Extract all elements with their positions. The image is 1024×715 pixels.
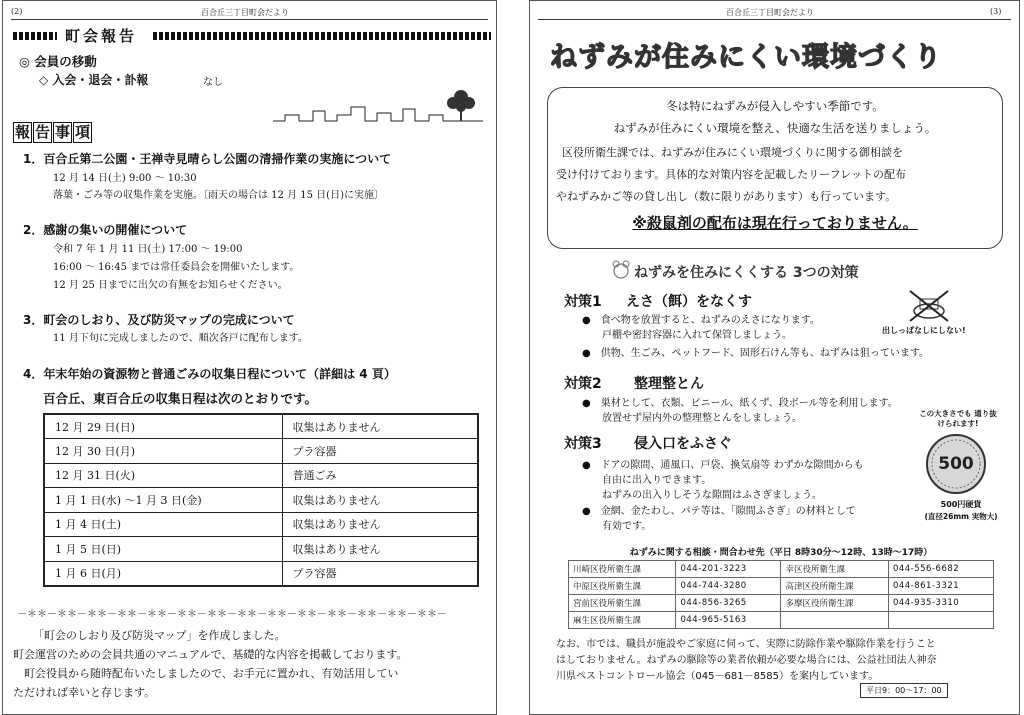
contact-office: 川崎区役所衛生課 (569, 560, 676, 577)
measure-bullet: 放置せず屋内外の整理整とんをしましょう。 (582, 413, 802, 424)
schedule-value: 普通ごみ (282, 463, 478, 488)
banner-bar-left (13, 32, 57, 40)
measure-title: えさ（餌）をなくす (626, 294, 752, 310)
schedule-row (44, 488, 478, 513)
banner-bar-right (153, 32, 491, 40)
measure-label: 対策1 (564, 294, 602, 310)
schedule-value: 収集はありません (282, 488, 478, 513)
footer-line: 川県ペストコントロール協会（045－681－8585）を案内しています。 (556, 671, 879, 682)
item-heading: 1．百合丘第二公園・王禅寺見晴らし公園の清掃作業の実施について (23, 152, 392, 166)
schedule-date: 12 月 30 日(月) (44, 439, 282, 464)
item-heading: 4．年末年始の資源物と普通ごみの収集日程について（詳細は 4 頁） (23, 367, 396, 381)
schedule-date: 1 月 6 日(月) (44, 561, 282, 586)
report-char: 報 (15, 123, 31, 141)
coin-caption-size: (直径26mm 実物大) (924, 512, 998, 521)
closing-line: 町会役員から随時配布いたしましたので、お手元に置かれ、有効活用してい (13, 667, 399, 680)
page-left (2, 0, 497, 715)
item-line: 落葉・ごみ等の収集作業を実施。〔雨天の場合は 12 月 15 日(日)に実施〕 (53, 190, 384, 201)
contact-office: 麻生区役所衛生課 (569, 611, 676, 628)
member-heading: ◎ 会員の移動 (19, 54, 97, 69)
contact-title: ねずみに関する相談・問合わせ先（平日 8時30分～12時、13時～17時） (629, 547, 933, 558)
no-food-label: 出しっぱなしにしない! (882, 326, 966, 335)
footer-line: なお、市では、職員が施設やご家庭に伺って、実際に防除作業や駆除作業を行うこと (556, 639, 936, 650)
measure-bullet: 戸棚や密封容器に入れて保管しましょう。 (582, 330, 792, 341)
contact-table (568, 543, 994, 629)
page-number: (3) (990, 7, 1002, 16)
measure-bullet: 自由に出入りできます。 (582, 475, 712, 486)
schedule-date: 1 月 4 日(土) (44, 512, 282, 537)
contact-office: 多摩区役所衛生課 (781, 594, 888, 611)
closing-line: 町会運営のための会員共通のマニュアルで、基礎的な内容を掲載しております。 (13, 648, 408, 661)
report-char: 項 (75, 123, 91, 141)
schedule-date: 1 月 5 日(日) (44, 537, 282, 562)
measure-bullet: ● 供物、生ごみ、ペットフード、固形石けん等も、ねずみは狙っています。 (582, 348, 930, 359)
contact-phone: 044-861-3321 (888, 577, 993, 594)
info-line: ねずみが住みにくい環境を整え、快適な生活を送りましょう。 (613, 121, 937, 135)
measure-title: 侵入口をふさぐ (634, 436, 732, 452)
info-box (547, 87, 1003, 249)
schedule-row (44, 414, 478, 439)
subtitle: ねずみを住みにくくする 3つの対策 (634, 265, 859, 281)
measure-bullet: ● 金網、金たわし、パテ等は、「隙間ふさぎ」の材料として (582, 506, 856, 517)
schedule-date: 12 月 29 日(日) (44, 414, 282, 439)
measure-bullet: ● 巣材として、衣類、ビニール、紙くず、段ボール等を利用します。 (582, 398, 898, 409)
coin-caption-top: この大きさでも 通り抜けられます! (919, 409, 997, 428)
info-line: やねずみかご等の貸し出し（数に限りがあります）も行っています。 (556, 190, 897, 203)
closing-line: 「町会のしおり及び防災マップ」を作成しました。 (33, 629, 286, 642)
closing-line: ただければ幸いと存じます。 (13, 686, 156, 699)
report-items-heading (13, 122, 93, 143)
schedule-row (44, 439, 478, 464)
schedule-value: 収集はありません (282, 512, 478, 537)
contact-phone: 044-856-3265 (676, 594, 781, 611)
footer-line: はしておりません。ねずみの駆除等の業者依頼が必要な場合には、公益社団法人神奈 (556, 655, 937, 666)
report-char: 告 (35, 123, 51, 141)
contact-row (569, 560, 994, 577)
measure-bullet: ● ドアの隙間、通風口、戸袋、換気扇等 わずかな隙間からも (582, 460, 864, 471)
contact-row (569, 577, 994, 594)
item-line: 12 月 25 日までに出欠の有無をお知らせください。 (53, 280, 288, 291)
schedule-value: 収集はありません (282, 537, 478, 562)
contact-office: 宮前区役所衛生課 (569, 594, 676, 611)
running-head: 百合丘三丁目町会だより (726, 8, 814, 17)
schedule-value: プラ容器 (282, 439, 478, 464)
header-rule (538, 19, 1011, 20)
info-notice: ※殺鼠剤の配布は現在行っておりません。 (632, 214, 918, 232)
info-line: 冬は特にねずみが侵入しやすい季節です。 (666, 99, 884, 113)
running-head: 百合丘三丁目町会だより (201, 8, 289, 17)
item-line: 令和 7 年 1 月 11 日(土) 17:00 ～ 19:00 (53, 244, 243, 255)
schedule-row (44, 537, 478, 562)
collection-schedule-table (43, 413, 479, 587)
no-food-icon (906, 289, 952, 323)
schedule-row (44, 463, 478, 488)
schedule-value: 収集はありません (282, 414, 478, 439)
contact-row (569, 594, 994, 611)
schedule-value: プラ容器 (282, 561, 478, 586)
measure-label: 対策3 (564, 436, 602, 452)
page-number: (2) (11, 7, 23, 16)
schedule-date: 1 月 1 日(水) ～1 月 3 日(金) (44, 488, 282, 513)
measure-label: 対策2 (564, 376, 602, 392)
page-right (529, 0, 1020, 715)
contact-phone: 044-965-5163 (676, 611, 781, 628)
banner-title: 町会報告 (65, 27, 138, 45)
contact-phone: 044-744-3280 (676, 577, 781, 594)
info-line: 区役所衛生課では、ねずみが住みにくい環境づくりに関する御相談を (562, 146, 903, 159)
item-heading: 2．感謝の集いの開催について (23, 223, 188, 237)
contact-phone: 044-935-3310 (888, 594, 993, 611)
schedule-row (44, 512, 478, 537)
report-char: 事 (55, 123, 71, 141)
separator-line: －＊＊－＊＊－＊＊－＊＊－＊＊－＊＊－＊＊－＊＊－＊＊－＊＊－＊＊－＊＊－＊＊－＊＊－ (17, 609, 447, 620)
contact-row (569, 611, 994, 628)
contact-office: 高津区役所衛生課 (781, 577, 888, 594)
item-line: 16:00 ～ 16:45 までは常任委員会を開催いたします。 (53, 262, 300, 273)
measure-bullet: 有効です。 (582, 521, 652, 532)
measure-bullet: ● 食べ物を放置すると、ねずみのえさになります。 (582, 315, 820, 326)
member-sub: ◇ 入会・退会・訃報 (39, 73, 149, 87)
coin-text: 500 (938, 454, 974, 474)
measure-title: 整理整とん (634, 376, 704, 392)
coin-caption: 500円硬貨 (940, 500, 982, 509)
report-banner (13, 25, 491, 47)
measure-bullet: ねずみの出入りしそうな隙間はふさぎましょう。 (582, 490, 822, 501)
header-rule (11, 19, 488, 20)
page-title: ねずみが住みにくい環境づくり (550, 42, 942, 73)
schedule-title: 百合丘、東百合丘の収集日程は次のとおりです。 (43, 391, 318, 406)
mouse-icon (610, 259, 632, 281)
contact-phone (888, 611, 993, 628)
town-skyline-icon (273, 85, 483, 125)
member-none: なし (203, 77, 223, 88)
item-heading: 3．町会のしおり、及び防災マップの完成について (23, 313, 295, 327)
footer-hours: 平日9：00～17：00 (860, 683, 948, 698)
contact-office (781, 611, 888, 628)
contact-phone: 044-201-3223 (676, 560, 781, 577)
schedule-row (44, 561, 478, 586)
schedule-date: 12 月 31 日(火) (44, 463, 282, 488)
contact-office: 中原区役所衛生課 (569, 577, 676, 594)
info-line: 受け付けております。具体的な対策内容を記載したリーフレットの配布 (556, 168, 907, 181)
contact-office: 幸区役所衛生課 (781, 560, 888, 577)
item-line: 11 月下旬に完成しましたので、順次各戸に配布します。 (53, 333, 308, 344)
contact-phone: 044-556-6682 (888, 560, 993, 577)
item-line: 12 月 14 日(土) 9:00 ～ 10:30 (53, 173, 197, 184)
